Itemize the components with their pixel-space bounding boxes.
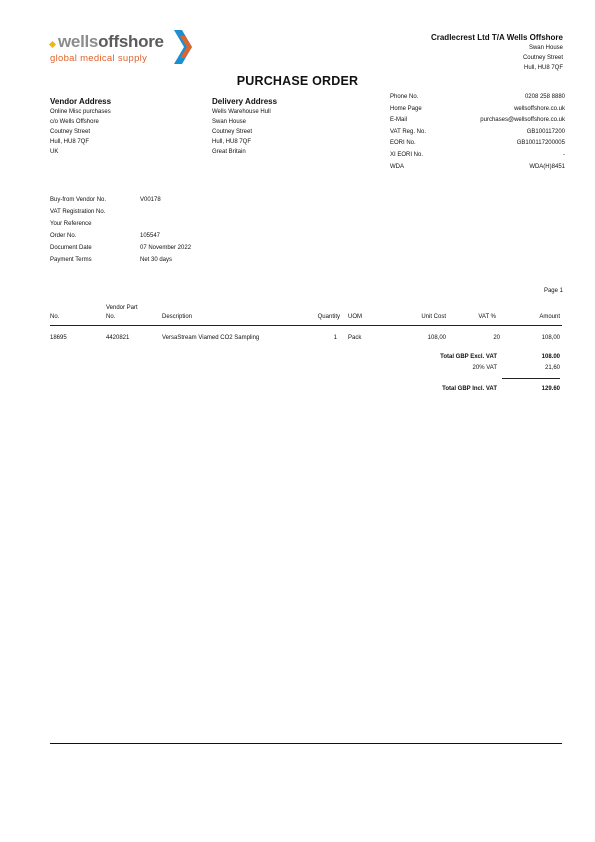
total-incl-vat-value: 129.60 [541, 386, 560, 392]
contact-value: WDA(H)8451 [529, 163, 565, 170]
col-header-uom: UOM [348, 314, 362, 320]
order-detail-label: Document Date [50, 244, 92, 251]
vendor-address-heading: Vendor Address [50, 97, 112, 106]
contact-label: EORI No. [390, 140, 416, 147]
logo-tagline: global medical supply [50, 53, 148, 64]
order-detail-row [50, 219, 191, 231]
col-header-description: Description [162, 314, 193, 320]
contact-label: Phone No. [390, 94, 419, 100]
delivery-address [212, 96, 277, 157]
delivery-address-line: Coutney Street [212, 129, 253, 135]
cell-amount: 108,00 [541, 335, 560, 341]
contact-info [390, 92, 565, 173]
contact-value: - [563, 151, 565, 158]
company-address-line: Coutney Street [522, 55, 563, 62]
order-detail-label: Order No. [50, 232, 77, 239]
delivery-address-line: Swan House [212, 119, 247, 125]
vat-amount-value: 21,60 [544, 365, 560, 371]
order-detail-value: 07 November 2022 [140, 244, 192, 251]
vendor-address-line: Hull, HU8 7QF [50, 139, 90, 145]
vendor-address-line: UK [50, 149, 59, 155]
contact-row [390, 150, 565, 162]
order-detail-label: VAT Registration No. [50, 208, 106, 215]
col-header-unit-cost: Unit Cost [421, 314, 446, 320]
order-detail-row [50, 243, 191, 255]
contact-value: purchases@wellsoffshore.co.uk [480, 117, 565, 124]
cell-unit-cost: 108,00 [427, 335, 446, 341]
total-excl-vat-label: Total GBP Excl. VAT [440, 354, 497, 360]
contact-row [390, 115, 565, 127]
contact-label: Home Page [390, 105, 422, 112]
col-header-quantity: Quantity [317, 314, 340, 320]
order-detail-label: Payment Terms [50, 256, 92, 263]
totals-divider [502, 378, 560, 379]
delivery-address-heading: Delivery Address [212, 97, 278, 106]
cell-vat: 20 [493, 335, 500, 341]
contact-row [390, 162, 565, 174]
contact-label: XI EORI No. [390, 151, 424, 158]
contact-value: 0208 258 8880 [524, 94, 565, 100]
contact-label: E-Mail [390, 117, 408, 124]
order-detail-row [50, 231, 191, 243]
col-header-no: No. [50, 314, 60, 320]
order-detail-value: Net 30 days [140, 256, 173, 263]
contact-value: GB100117200 [526, 128, 565, 135]
delivery-address-line: Great Britain [212, 149, 246, 155]
vendor-address [50, 96, 111, 157]
order-detail-value: 105547 [140, 232, 161, 239]
contact-label: VAT Reg. No. [390, 128, 427, 135]
delivery-address-line: Hull, HU8 7QF [212, 139, 252, 145]
col-header-vendor-part: Vendor Part No. [106, 305, 138, 320]
vat-amount-label: 20% VAT [472, 365, 497, 371]
vendor-address-line: c/o Wells Offshore [50, 119, 99, 125]
table-header-divider [50, 325, 562, 326]
cell-quantity: 1 [333, 335, 337, 341]
chevron-logo-icon [174, 30, 196, 64]
contact-label: WDA [390, 163, 404, 170]
vendor-address-line: Coutney Street [50, 129, 91, 135]
company-logo [50, 30, 200, 72]
order-detail-row [50, 195, 191, 207]
document-title: PURCHASE ORDER [236, 74, 359, 88]
order-detail-row [50, 255, 191, 267]
footer-divider [50, 743, 562, 744]
contact-value: GB100117200005 [516, 140, 565, 147]
order-detail-value: V00178 [140, 197, 161, 203]
cell-no: 18695 [50, 335, 67, 341]
order-detail-label: Buy-from Vendor No. [50, 197, 107, 203]
contact-row [390, 127, 565, 139]
order-detail-label: Your Reference [50, 220, 92, 227]
company-address-line: Hull, HU8 7QF [523, 65, 563, 72]
logo-diamond-icon [49, 41, 56, 48]
contact-row [390, 104, 565, 116]
company-name: Cradlecrest Ltd T/A Wells Offshore [430, 33, 563, 42]
col-header-amount: Amount [539, 314, 560, 320]
order-details [50, 195, 191, 266]
order-detail-row [50, 207, 191, 219]
cell-uom: Pack [348, 335, 362, 341]
cell-vendor-part: 4420821 [106, 335, 130, 341]
cell-description: VersaStream Viamed CO2 Sampling [162, 335, 260, 341]
total-excl-vat-value: 108.00 [541, 354, 560, 360]
total-incl-vat-label: Total GBP Incl. VAT [442, 386, 497, 392]
logo-wordmark: wellsoffshore [58, 32, 164, 51]
contact-row [390, 138, 565, 150]
company-address [431, 32, 563, 74]
delivery-address-line: Wells Warehouse Hull [212, 109, 271, 115]
contact-row [390, 92, 565, 104]
contact-value: wellsoffshore.co.uk [514, 105, 565, 112]
vendor-address-line: Online Misc purchases [50, 109, 111, 115]
page-number: Page 1 [543, 288, 563, 294]
company-address-line: Swan House [528, 45, 563, 51]
col-header-vat: VAT % [478, 314, 496, 320]
